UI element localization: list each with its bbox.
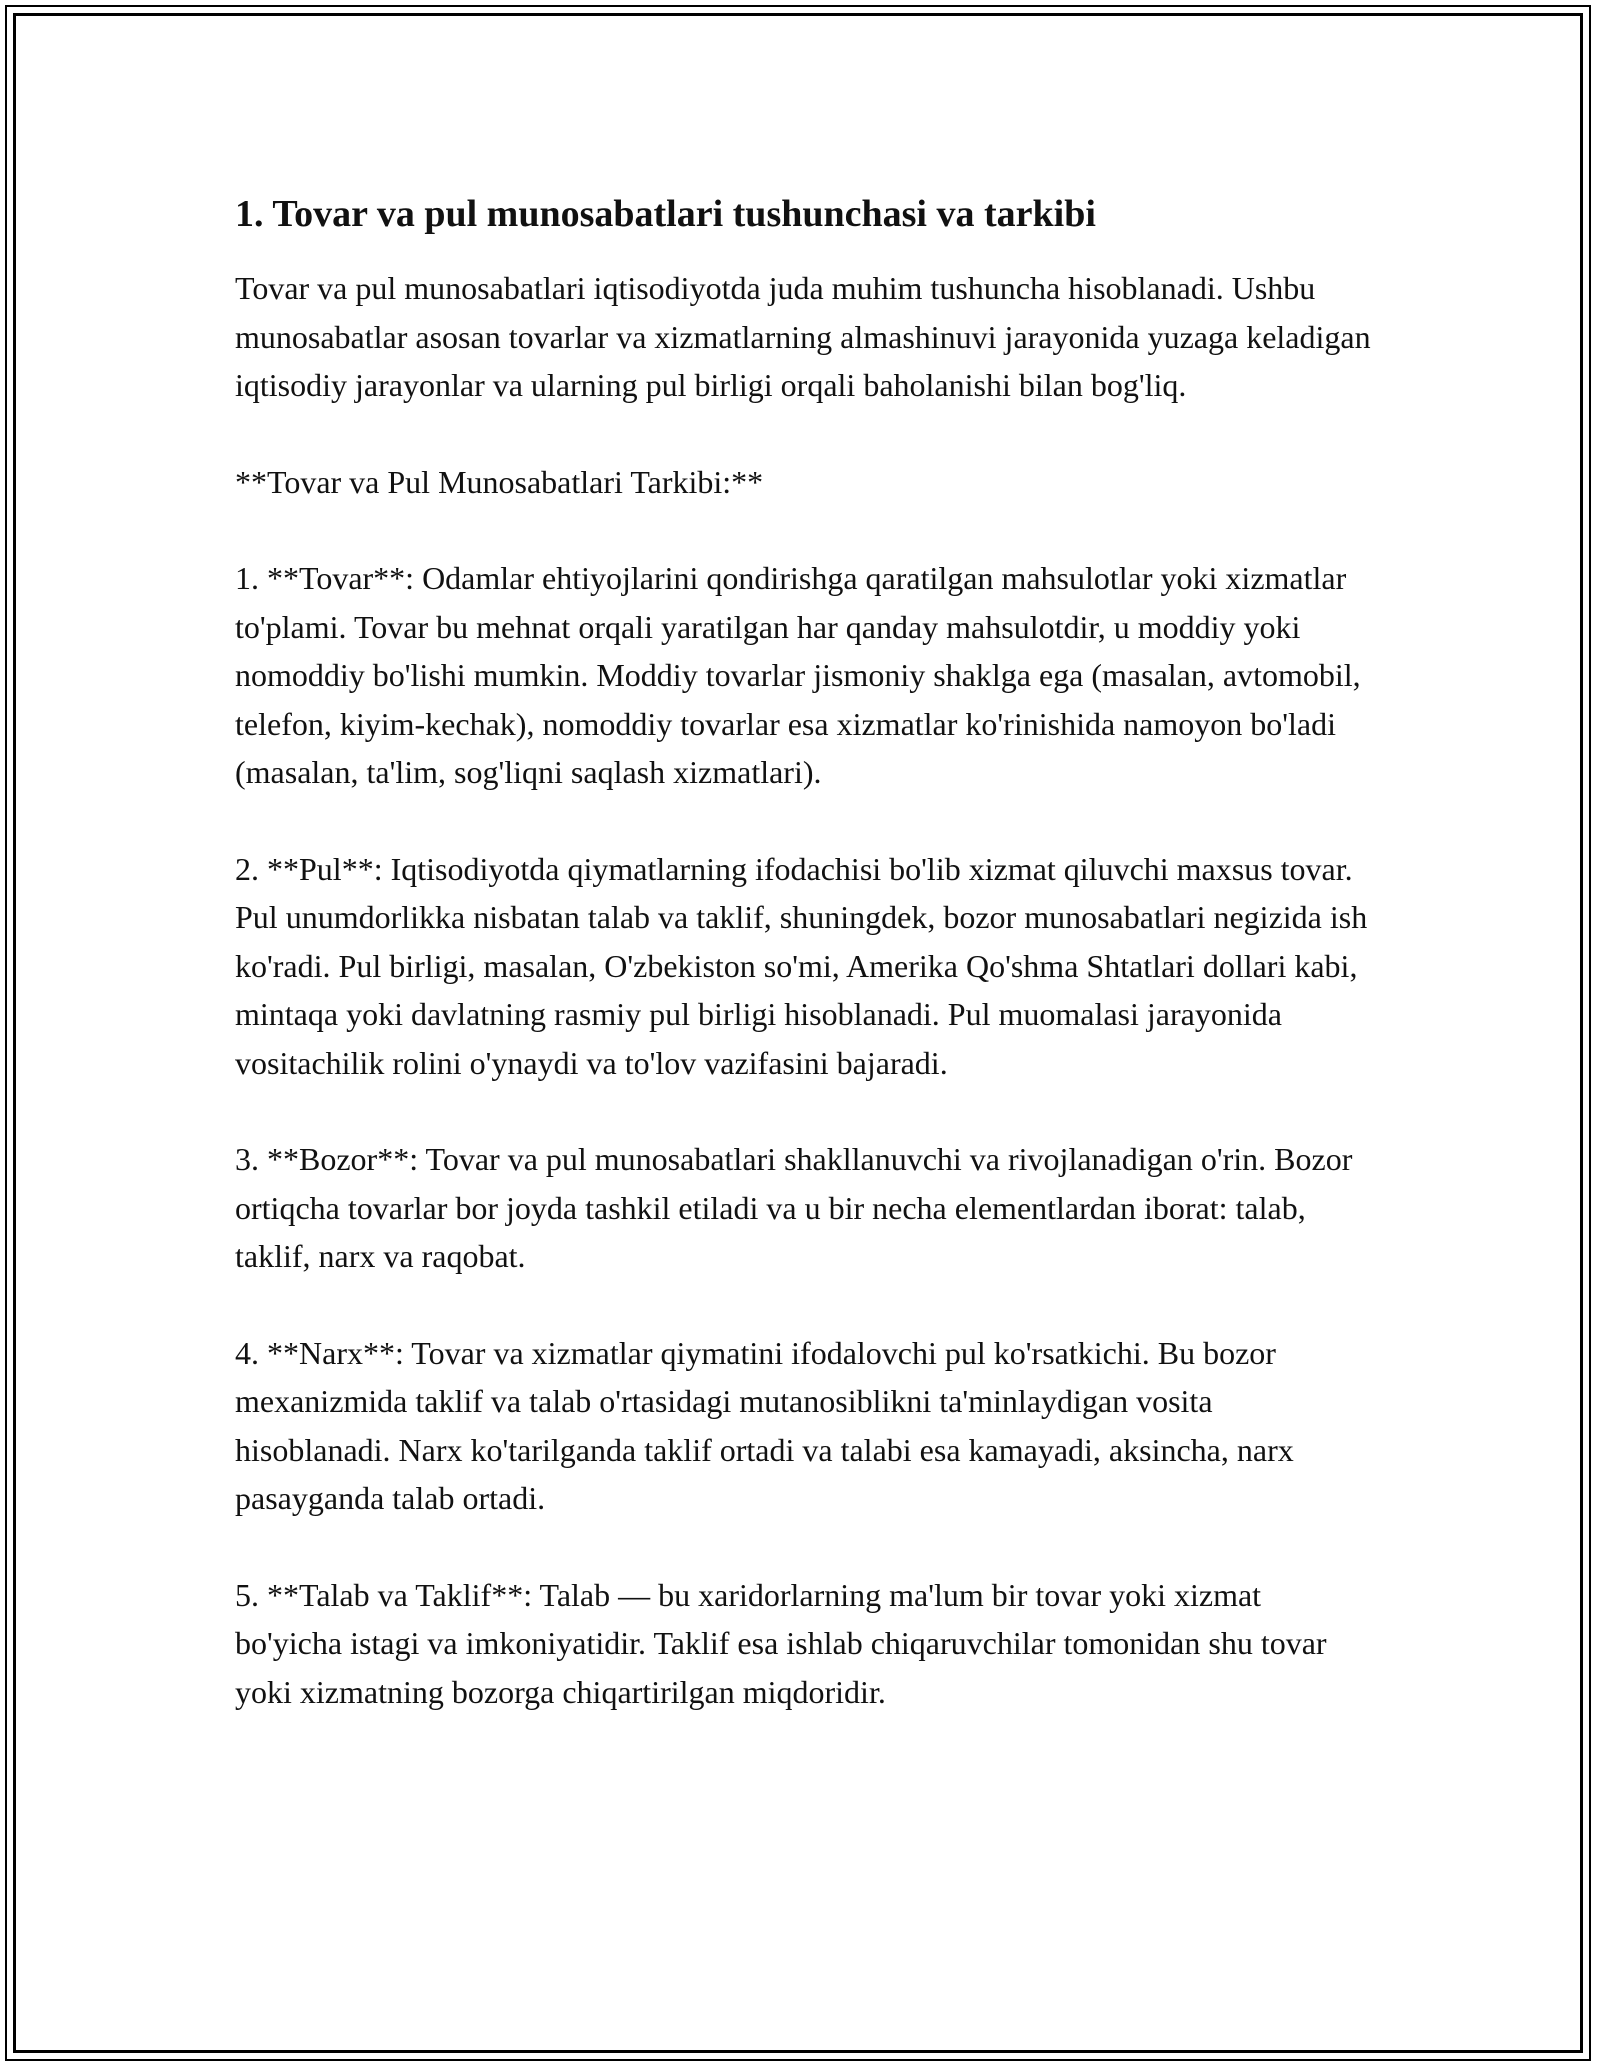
list-item-pul: 2. **Pul**: Iqtisodiyotda qiymatlarning ifodachisi bo'lib xizmat qiluvchi maxsus tovar. Pul unumdorlikka nisbatan talab va taklif, shuningdek, bozor munosabatlari negizida ish ko'radi. Pul birligi, masalan, O'zbekiston so'mi, Amerika Qo'shma Shtatlari dollari kabi, mintaqa yoki davlatning rasmiy pul birligi hisoblanadi. Pul muomalasi jarayonida vositachilik rolini o'ynaydi va to'lov vazifasini bajaradi. [235,850,1368,1081]
document-body [235,186,1375,1764]
section-heading: **Tovar va Pul Munosabatlari Tarkibi:** [235,463,764,500]
list-item-talab-taklif: 5. **Talab va Taklif**: Talab — bu xaridorlarning ma'lum bir tovar yoki xizmat bo'yicha istagi va imkoniyatidir. Taklif esa ishlab chiqaruvchilar tomonidan shu tovar yoki xizmatning bozorga chiqartirilgan miqdoridir. [235,1576,1327,1710]
list-item-tovar: 1. **Tovar**: Odamlar ehtiyojlarini qondirishga qaratilgan mahsulotlar yoki xizmatlar to'plami. Tovar bu mehnat orqali yaratilgan har qanday mahsulotdir, u moddiy yoki nomoddiy bo'lishi mumkin. Moddiy tovarlar jismoniy shaklga ega (masalan, avtomobil, telefon, kiyim-kechak), nomoddiy tovarlar esa xizmatlar ko'rinishida namoyon bo'ladi (masalan, ta'lim, sog'liqni saqlash xizmatlari). [235,560,1361,790]
list-item-bozor: 3. **Bozor**: Tovar va pul munosabatlari shakllanuvchi va rivojlanadigan o'rin. Bozor ortiqcha tovarlar bor joyda tashkil etiladi va u bir necha elementlardan iborat: talab, taklif, narx va raqobat. [235,1141,1353,1274]
page-title: 1. Tovar va pul munosabatlari tushunchasi va tarkibi [235,193,1096,235]
list-item-narx: 4. **Narx**: Tovar va xizmatlar qiymatini ifodalovchi pul ko'rsatkichi. Bu bozor mexanizmida taklif va talab o'rtasidagi mutanosiblikni ta'minlaydigan vosita hisoblanadi. Narx ko'tarilganda taklif ortadi va talabi esa kamayadi, aksincha, narx pasayganda talab ortadi. [235,1334,1294,1516]
intro-paragraph: Tovar va pul munosabatlari iqtisodiyotda juda muhim tushuncha hisoblanadi. Ushbu munosabatlar asosan tovarlar va xizmatlarning almashinuvi jarayonida yuzaga keladigan iqtisodiy jarayonlar va ularning pul birligi orqali baholanishi bilan bog'liq. [235,270,1371,403]
